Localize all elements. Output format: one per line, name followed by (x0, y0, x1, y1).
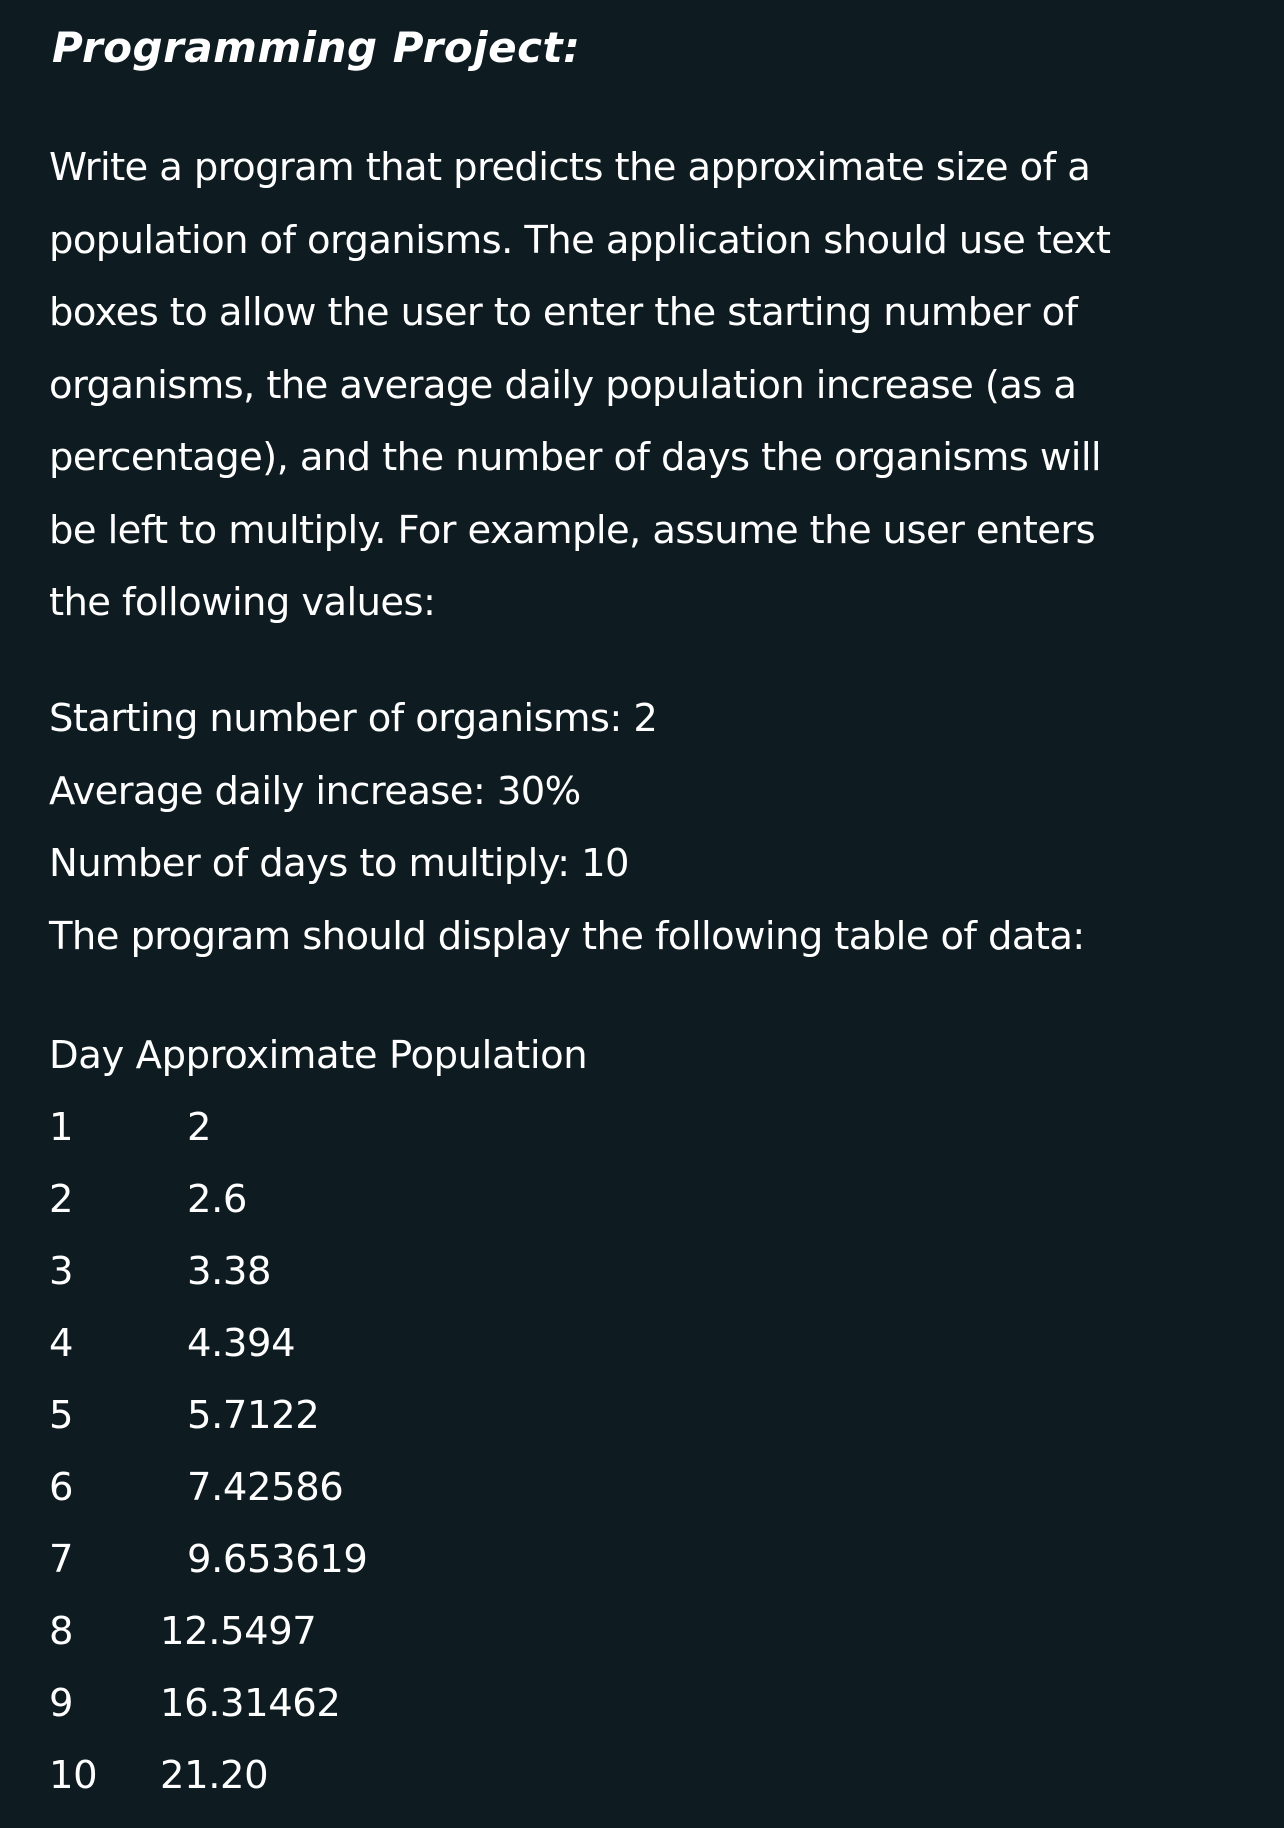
day-cell: 10 (49, 1753, 98, 1798)
starting-number-line: Starting number of organisms: 2 (49, 696, 658, 741)
population-cell: 3.38 (187, 1249, 272, 1294)
day-cell: 2 (49, 1177, 74, 1222)
description-line: the following values: (49, 580, 436, 625)
page-title: Programming Project: (52, 23, 581, 72)
population-cell: 9.653619 (187, 1537, 368, 1582)
problem-description (49, 132, 1249, 640)
population-cell: 2 (187, 1105, 212, 1150)
day-cell: 1 (49, 1105, 74, 1150)
population-cell: 12.5497 (160, 1609, 317, 1654)
population-cell: 21.20 (160, 1753, 269, 1798)
population-cell: 7.42586 (187, 1465, 344, 1510)
day-cell: 3 (49, 1249, 74, 1294)
description-line: be left to multiply. For example, assume the user enters (49, 507, 1096, 553)
description-line: percentage), and the number of days the organisms will (49, 435, 1102, 480)
daily-increase-line: Average daily increase: 30% (49, 768, 581, 814)
table-header: Day Approximate Population (49, 1033, 588, 1078)
population-cell: 5.7122 (187, 1393, 320, 1438)
description-line: boxes to allow the user to enter the starting number of (49, 290, 1078, 335)
days-to-multiply-line: Number of days to multiply: 10 (49, 841, 629, 886)
population-cell: 4.394 (187, 1321, 296, 1366)
population-cell: 16.31462 (160, 1681, 341, 1726)
description-line: population of organisms. The application should use text (49, 217, 1111, 263)
description-line: Write a program that predicts the approximate size of a (49, 145, 1091, 190)
day-cell: 5 (49, 1393, 74, 1438)
day-cell: 6 (49, 1465, 74, 1510)
example-inputs (49, 683, 1085, 973)
day-cell: 9 (49, 1681, 74, 1726)
population-cell: 2.6 (187, 1177, 248, 1222)
day-cell: 8 (49, 1609, 74, 1654)
day-cell: 7 (49, 1537, 74, 1582)
description-line: organisms, the average daily population increase (as a (49, 362, 1077, 408)
day-cell: 4 (49, 1321, 74, 1366)
table-intro-line: The program should display the following table of data: (49, 913, 1085, 959)
